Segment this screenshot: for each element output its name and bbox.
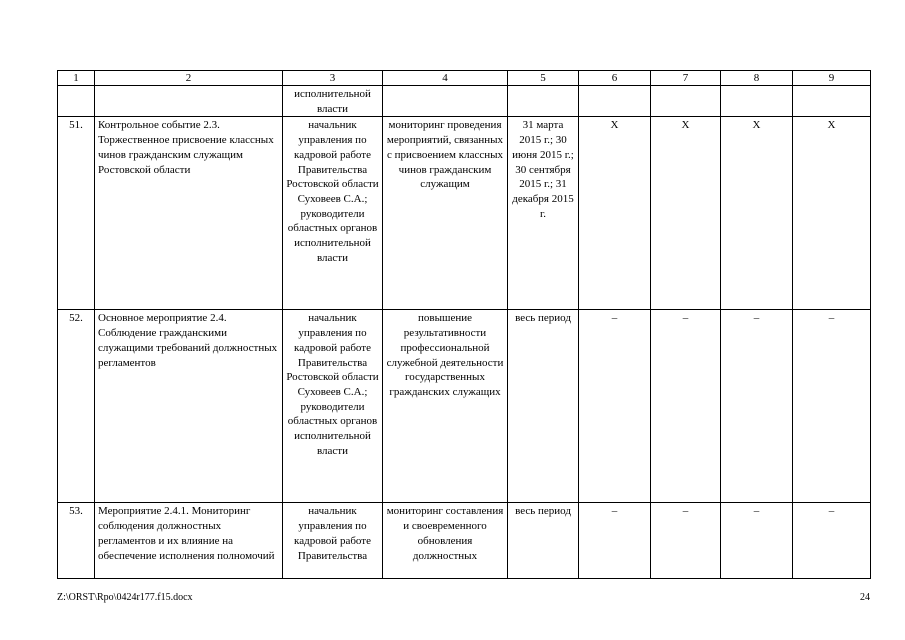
header-cell: 4 bbox=[383, 71, 508, 86]
header-cell: 1 bbox=[58, 71, 95, 86]
cell-6: Х bbox=[579, 117, 651, 310]
header-cell: 7 bbox=[651, 71, 721, 86]
header-cell: 6 bbox=[579, 71, 651, 86]
cell-result: мониторинг составления и своевременного обновления должностных bbox=[383, 503, 508, 579]
cell-6: – bbox=[579, 503, 651, 579]
table-row bbox=[58, 310, 871, 503]
cell-8 bbox=[721, 86, 793, 117]
cell-name bbox=[95, 86, 283, 117]
plan-table bbox=[57, 70, 871, 579]
cell-8: – bbox=[721, 503, 793, 579]
cell-name: Мероприятие 2.4.1. Мониторинг соблюдения должностных регламентов и их влияние на обеспечение исполнения полномочий bbox=[95, 503, 283, 579]
header-cell: 5 bbox=[508, 71, 579, 86]
cell-result: мониторинг проведения мероприятий, связанных с присвоением классных чинов гражданским служащим bbox=[383, 117, 508, 310]
cell-responsible: начальник управления по кадровой работе Правительства Ростовской области Суховеев С.А.; руководители областных органов исполнительной власти bbox=[283, 310, 383, 503]
cell-name: Основное мероприятие 2.4. Соблюдение гражданскими служащими требований должностных регламентов bbox=[95, 310, 283, 503]
header-cell: 2 bbox=[95, 71, 283, 86]
cell-num: 51. bbox=[58, 117, 95, 310]
cell-7: – bbox=[651, 310, 721, 503]
cell-8: Х bbox=[721, 117, 793, 310]
cell-period: весь период bbox=[508, 503, 579, 579]
cell-period: 31 марта 2015 г.; 30 июня 2015 г.; 30 сентября 2015 г.; 31 декабря 2015 г. bbox=[508, 117, 579, 310]
table-row bbox=[58, 117, 871, 310]
cell-result bbox=[383, 86, 508, 117]
cell-num: 52. bbox=[58, 310, 95, 503]
footer-file-path: Z:\ORST\Rpo\0424r177.f15.docx bbox=[57, 592, 193, 603]
cell-9: Х bbox=[793, 117, 871, 310]
cell-6 bbox=[579, 86, 651, 117]
cell-num bbox=[58, 86, 95, 117]
cell-9: – bbox=[793, 310, 871, 503]
table-row bbox=[58, 503, 871, 579]
cell-responsible: начальник управления по кадровой работе Правительства bbox=[283, 503, 383, 579]
header-row bbox=[58, 71, 871, 86]
cell-period: весь период bbox=[508, 310, 579, 503]
header-cell: 9 bbox=[793, 71, 871, 86]
cell-7: – bbox=[651, 503, 721, 579]
cell-responsible: начальник управления по кадровой работе Правительства Ростовской области Суховеев С.А.; руководители областных органов исполнительной власти bbox=[283, 117, 383, 310]
cell-9 bbox=[793, 86, 871, 117]
continuation-row bbox=[58, 86, 871, 117]
cell-7 bbox=[651, 86, 721, 117]
cell-num: 53. bbox=[58, 503, 95, 579]
cell-name: Контрольное событие 2.3. Торжественное присвоение классных чинов гражданским служащим Ростовской области bbox=[95, 117, 283, 310]
page-number: 24 bbox=[860, 592, 870, 603]
cell-6: – bbox=[579, 310, 651, 503]
cell-responsible: исполнительной власти bbox=[283, 86, 383, 117]
cell-7: Х bbox=[651, 117, 721, 310]
cell-8: – bbox=[721, 310, 793, 503]
cell-9: – bbox=[793, 503, 871, 579]
header-cell: 3 bbox=[283, 71, 383, 86]
header-cell: 8 bbox=[721, 71, 793, 86]
cell-result: повышение результативности профессиональной служебной деятельности государственных гражданских служащих bbox=[383, 310, 508, 503]
cell-period bbox=[508, 86, 579, 117]
